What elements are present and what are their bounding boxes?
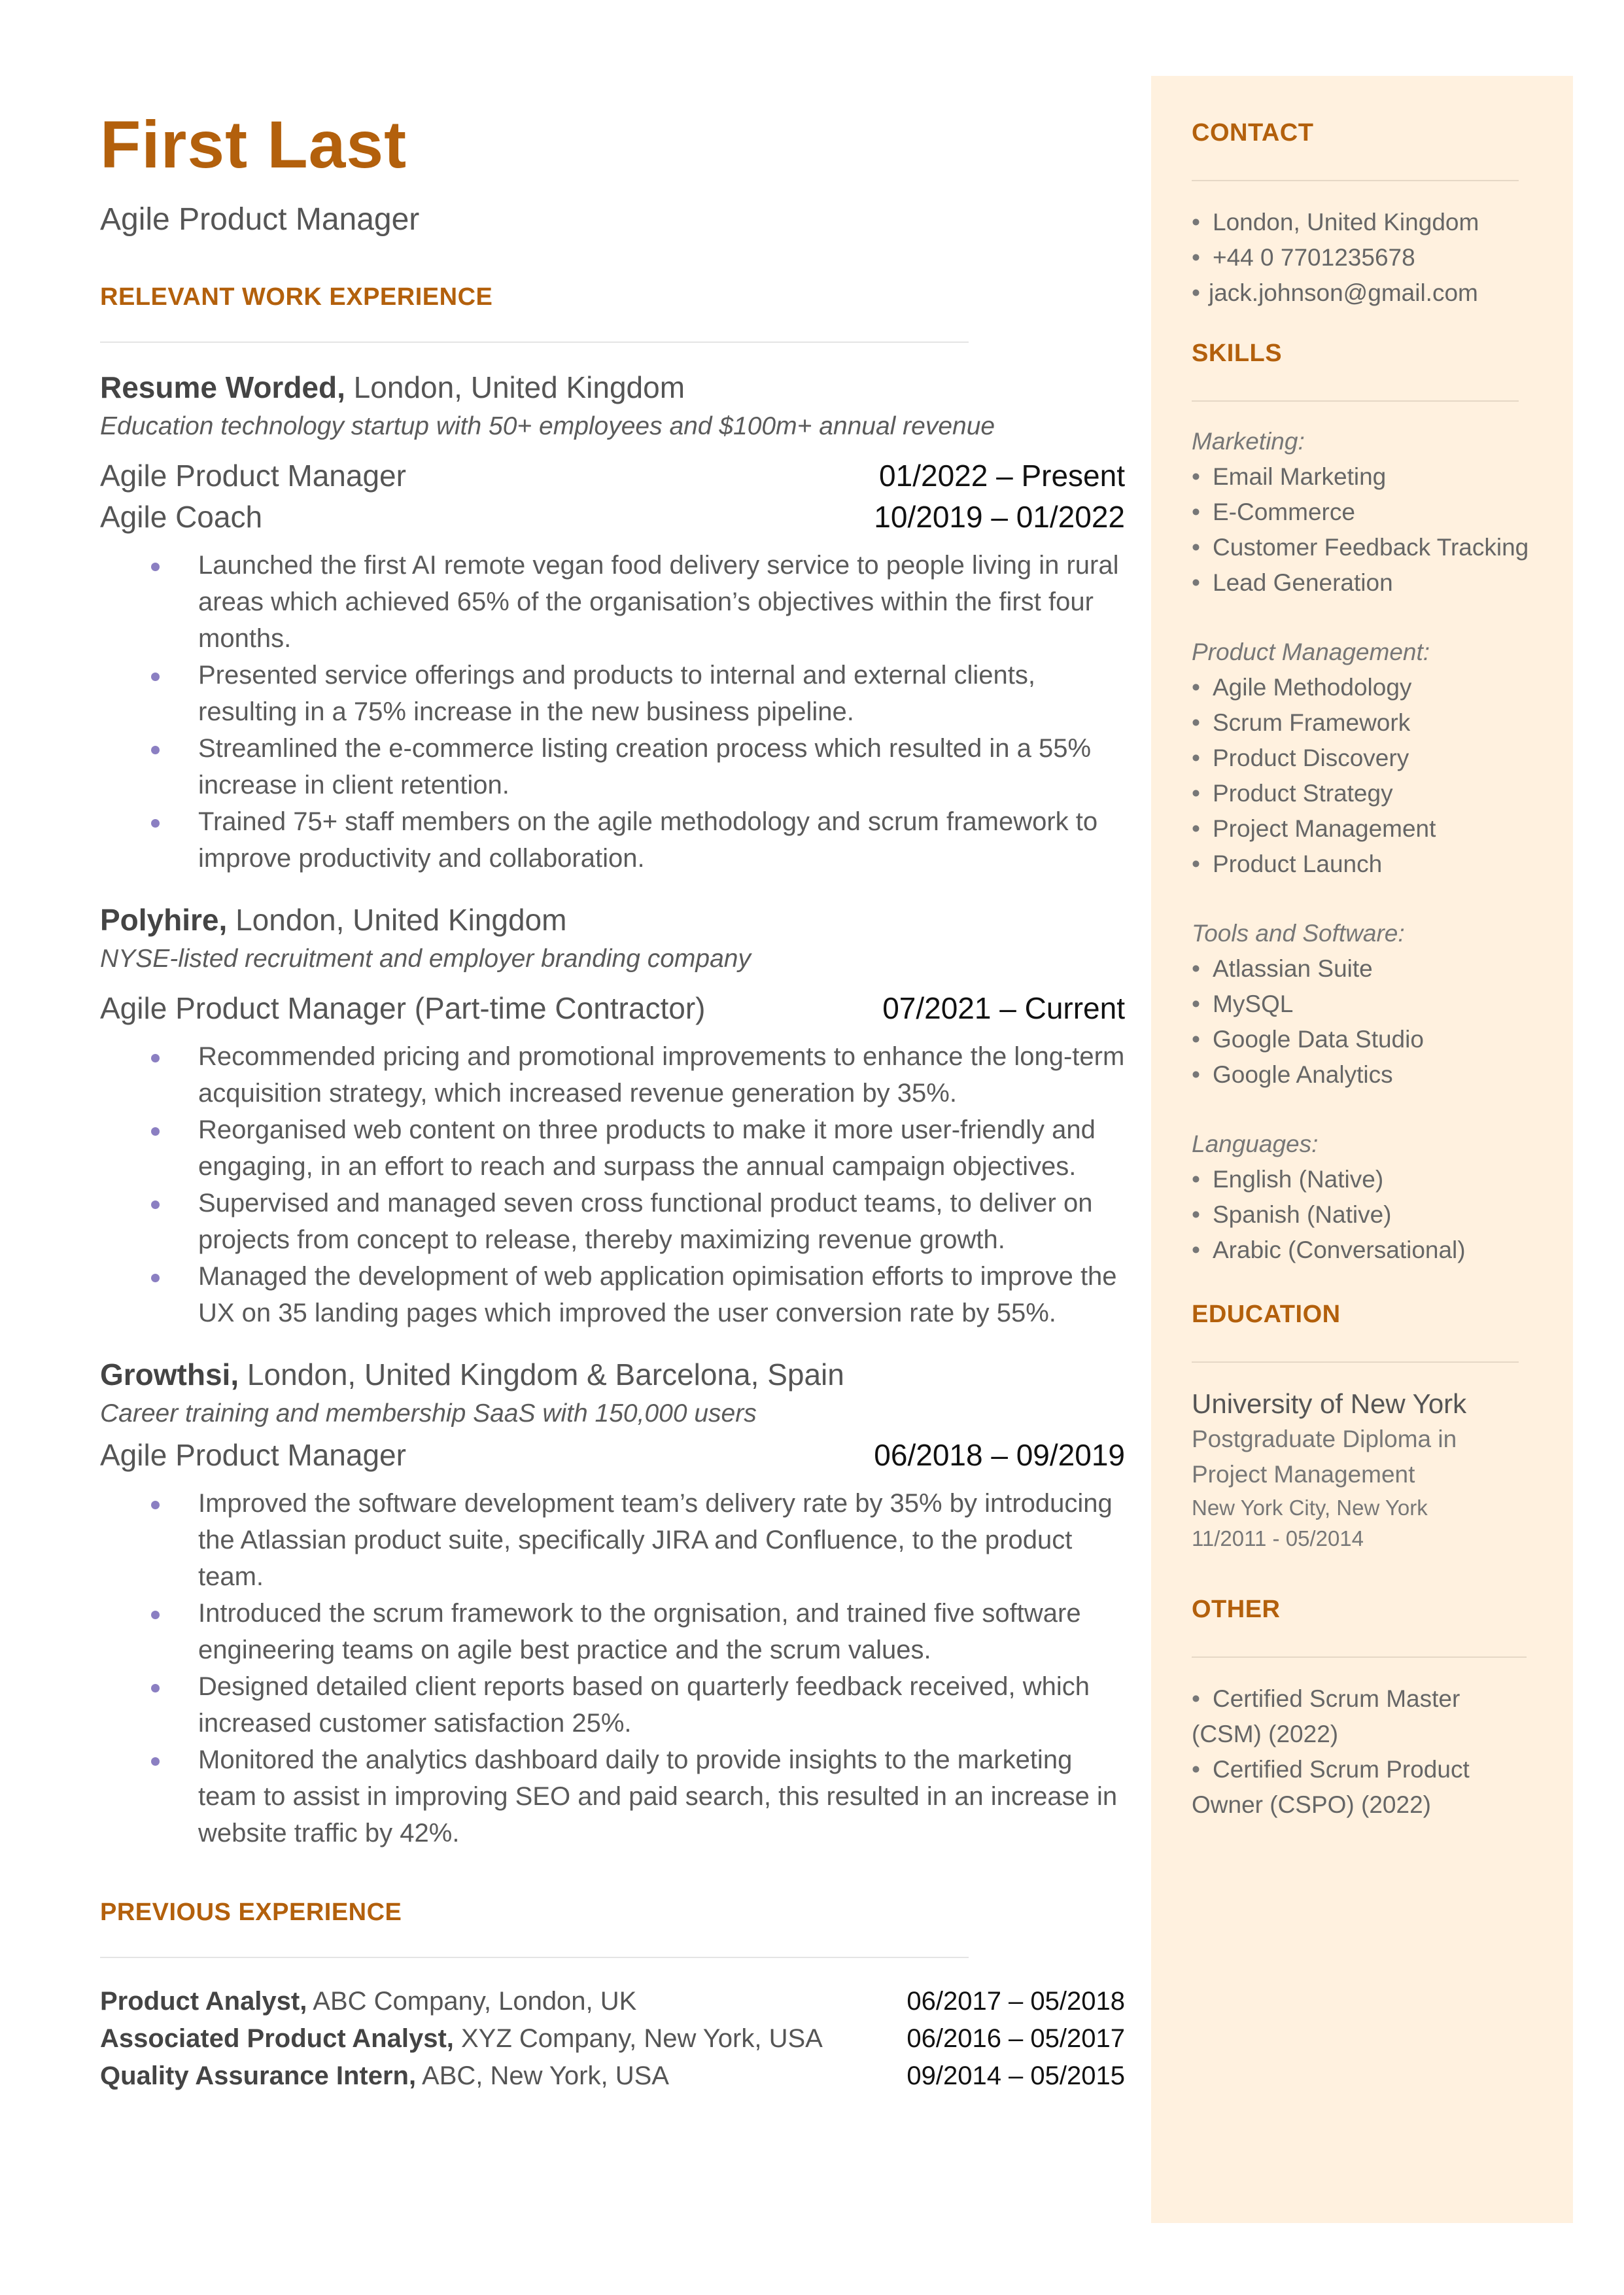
sidebar-content [1192, 76, 1538, 1823]
education-degree: Postgraduate Diploma in [1192, 1426, 1457, 1452]
other-item: • Certified Scrum Master [1192, 1685, 1460, 1712]
job-role: Agile Product Manager 01/2022 – Present [100, 458, 1125, 493]
skill-list [1192, 951, 1538, 1093]
skill-item: • Google Analytics [1192, 1061, 1393, 1088]
skill-item: • Lead Generation [1192, 569, 1393, 596]
skill-group-languages [1192, 1127, 1538, 1268]
job-description: NYSE-listed recruitment and employer branding company [100, 945, 751, 973]
job-bullet: Improved the software development team’s delivery rate by 35% by introducing the Atlassian product suite, specifically JIRA and Confluence, to the product team. [198, 1485, 1125, 1595]
previous-role: Product Analyst, ABC Company, London, UK 06/2017 – 05/2018 [100, 1986, 1125, 2016]
job-bullet: Launched the first AI remote vegan food delivery service to people living in rural areas which achieved 65% of the organisation’s objectives within the first four months. [198, 547, 1125, 657]
education-school: University of New York [1192, 1388, 1467, 1419]
skill-item: • Agile Methodology [1192, 674, 1412, 701]
other-item: Owner (CSPO) (2022) [1192, 1791, 1431, 1818]
job-role: Agile Product Manager (Part-time Contractor) 07/2021 – Current [100, 990, 1125, 1025]
other-item: • Certified Scrum Product [1192, 1756, 1470, 1783]
skill-category: Marketing: [1192, 428, 1305, 455]
skill-item: • English (Native) [1192, 1166, 1384, 1193]
job-entry [100, 1356, 1125, 1851]
skill-item: • Product Launch [1192, 850, 1383, 877]
skill-group-tools [1192, 916, 1538, 1093]
section-divider [100, 1957, 969, 1958]
contact-phone: • +44 0 7701235678 [1192, 244, 1415, 271]
job-bullet: Designed detailed client reports based on quarterly feedback received, which increased customer satisfaction 25%. [198, 1668, 1125, 1742]
other-section [1192, 1596, 1538, 1823]
job-bullets [100, 1485, 1125, 1851]
education-title: EDUCATION [1192, 1301, 1341, 1328]
other-item: (CSM) (2022) [1192, 1721, 1339, 1747]
education-degree: Project Management [1192, 1461, 1415, 1488]
job-company: Resume Worded, London, United Kingdom [100, 370, 685, 404]
job-company: Polyhire, London, United Kingdom [100, 902, 567, 937]
education-location: New York City, New York [1192, 1496, 1428, 1520]
job-role: Agile Coach 10/2019 – 01/2022 [100, 499, 1125, 534]
contact-location: • London, United Kingdom [1192, 209, 1479, 236]
skills-title: SKILLS [1192, 340, 1283, 367]
sidebar [1151, 76, 1573, 2223]
contact-divider [1192, 180, 1519, 181]
previous-role: Quality Assurance Intern, ABC, New York, USA 09/2014 – 05/2015 [100, 2061, 1125, 2090]
contact-section [1192, 76, 1538, 311]
job-entry [100, 902, 1125, 1331]
skill-group-product [1192, 635, 1538, 882]
skill-item: • Atlassian Suite [1192, 955, 1373, 982]
skill-category: Tools and Software: [1192, 920, 1405, 947]
job-bullet: Managed the development of web application opimisation efforts to improve the UX on 35 landing pages which improved the user conversion rate by 55%. [198, 1258, 1125, 1331]
work-experience-section [100, 283, 1125, 1851]
skill-item: • Email Marketing [1192, 463, 1387, 490]
work-experience-title: RELEVANT WORK EXPERIENCE [100, 283, 493, 311]
contact-email[interactable]: • jack.johnson@gmail.com [1192, 279, 1478, 306]
previous-experience-title: PREVIOUS EXPERIENCE [100, 1898, 402, 1926]
job-bullets [100, 1038, 1125, 1331]
skill-item: • Customer Feedback Tracking [1192, 534, 1529, 561]
candidate-title: Agile Product Manager [100, 202, 420, 237]
job-role: Agile Product Manager 06/2018 – 09/2019 [100, 1437, 1125, 1472]
skill-item: • E-Commerce [1192, 499, 1355, 525]
job-bullet: Trained 75+ staff members on the agile methodology and scrum framework to improve productivity and collaboration. [198, 803, 1125, 877]
skill-item: • Project Management [1192, 815, 1436, 842]
education-dates: 11/2011 - 05/2014 [1192, 1526, 1364, 1550]
skill-category: Languages: [1192, 1130, 1319, 1157]
job-bullet: Presented service offerings and products to internal and external clients, resulting in a 75% increase in the new business pipeline. [198, 657, 1125, 730]
skill-group-marketing [1192, 424, 1538, 601]
candidate-name: First Last [100, 107, 407, 182]
job-bullet: Streamlined the e-commerce listing creation process which resulted in a 55% increase in client retention. [198, 730, 1125, 803]
skill-item: • Product Strategy [1192, 780, 1393, 807]
other-divider [1192, 1656, 1527, 1658]
skill-item: • Arabic (Conversational) [1192, 1236, 1466, 1263]
skill-item: • Spanish (Native) [1192, 1201, 1392, 1228]
previous-role: Associated Product Analyst, XYZ Company, New York, USA 06/2016 – 05/2017 [100, 2023, 1125, 2053]
job-bullet: Recommended pricing and promotional improvements to enhance the long-term acquisition strategy, which increased revenue generation by 35%. [198, 1038, 1125, 1112]
job-bullet: Reorganised web content on three products to make it more user-friendly and engaging, in an effort to reach and surpass the annual campaign objectives. [198, 1112, 1125, 1185]
skill-category: Product Management: [1192, 639, 1430, 665]
job-bullets [100, 547, 1125, 877]
skill-list [1192, 1162, 1538, 1268]
skill-item: • Product Discovery [1192, 745, 1409, 771]
other-title: OTHER [1192, 1596, 1281, 1623]
skill-list [1192, 670, 1538, 882]
contact-title: CONTACT [1192, 119, 1314, 147]
skill-item: • Google Data Studio [1192, 1026, 1424, 1053]
skills-divider [1192, 400, 1519, 402]
skills-section [1192, 340, 1538, 1268]
section-divider [100, 342, 969, 343]
education-divider [1192, 1361, 1519, 1363]
job-bullet: Introduced the scrum framework to the orgnisation, and trained five software engineering teams on agile best practice and the scrum values. [198, 1595, 1125, 1668]
contact-list [1192, 205, 1538, 311]
skill-item: • MySQL [1192, 990, 1294, 1017]
job-bullet: Monitored the analytics dashboard daily to provide insights to the marketing team to assist in improving SEO and paid search, this resulted in an increase in website traffic by 42%. [198, 1742, 1125, 1851]
job-company: Growthsi, London, United Kingdom & Barcelona, Spain [100, 1357, 844, 1392]
job-description: Career training and membership SaaS with 150,000 users [100, 1399, 757, 1428]
main-column [100, 107, 1125, 2095]
job-description: Education technology startup with 50+ employees and $100m+ annual revenue [100, 412, 995, 441]
previous-experience-section [100, 1899, 1125, 2095]
job-entry [100, 369, 1125, 877]
education-section [1192, 1301, 1538, 1554]
skill-list [1192, 459, 1538, 601]
skill-item: • Scrum Framework [1192, 709, 1411, 736]
job-bullet: Supervised and managed seven cross functional product teams, to deliver on projects from concept to release, thereby maximizing revenue growth. [198, 1185, 1125, 1258]
